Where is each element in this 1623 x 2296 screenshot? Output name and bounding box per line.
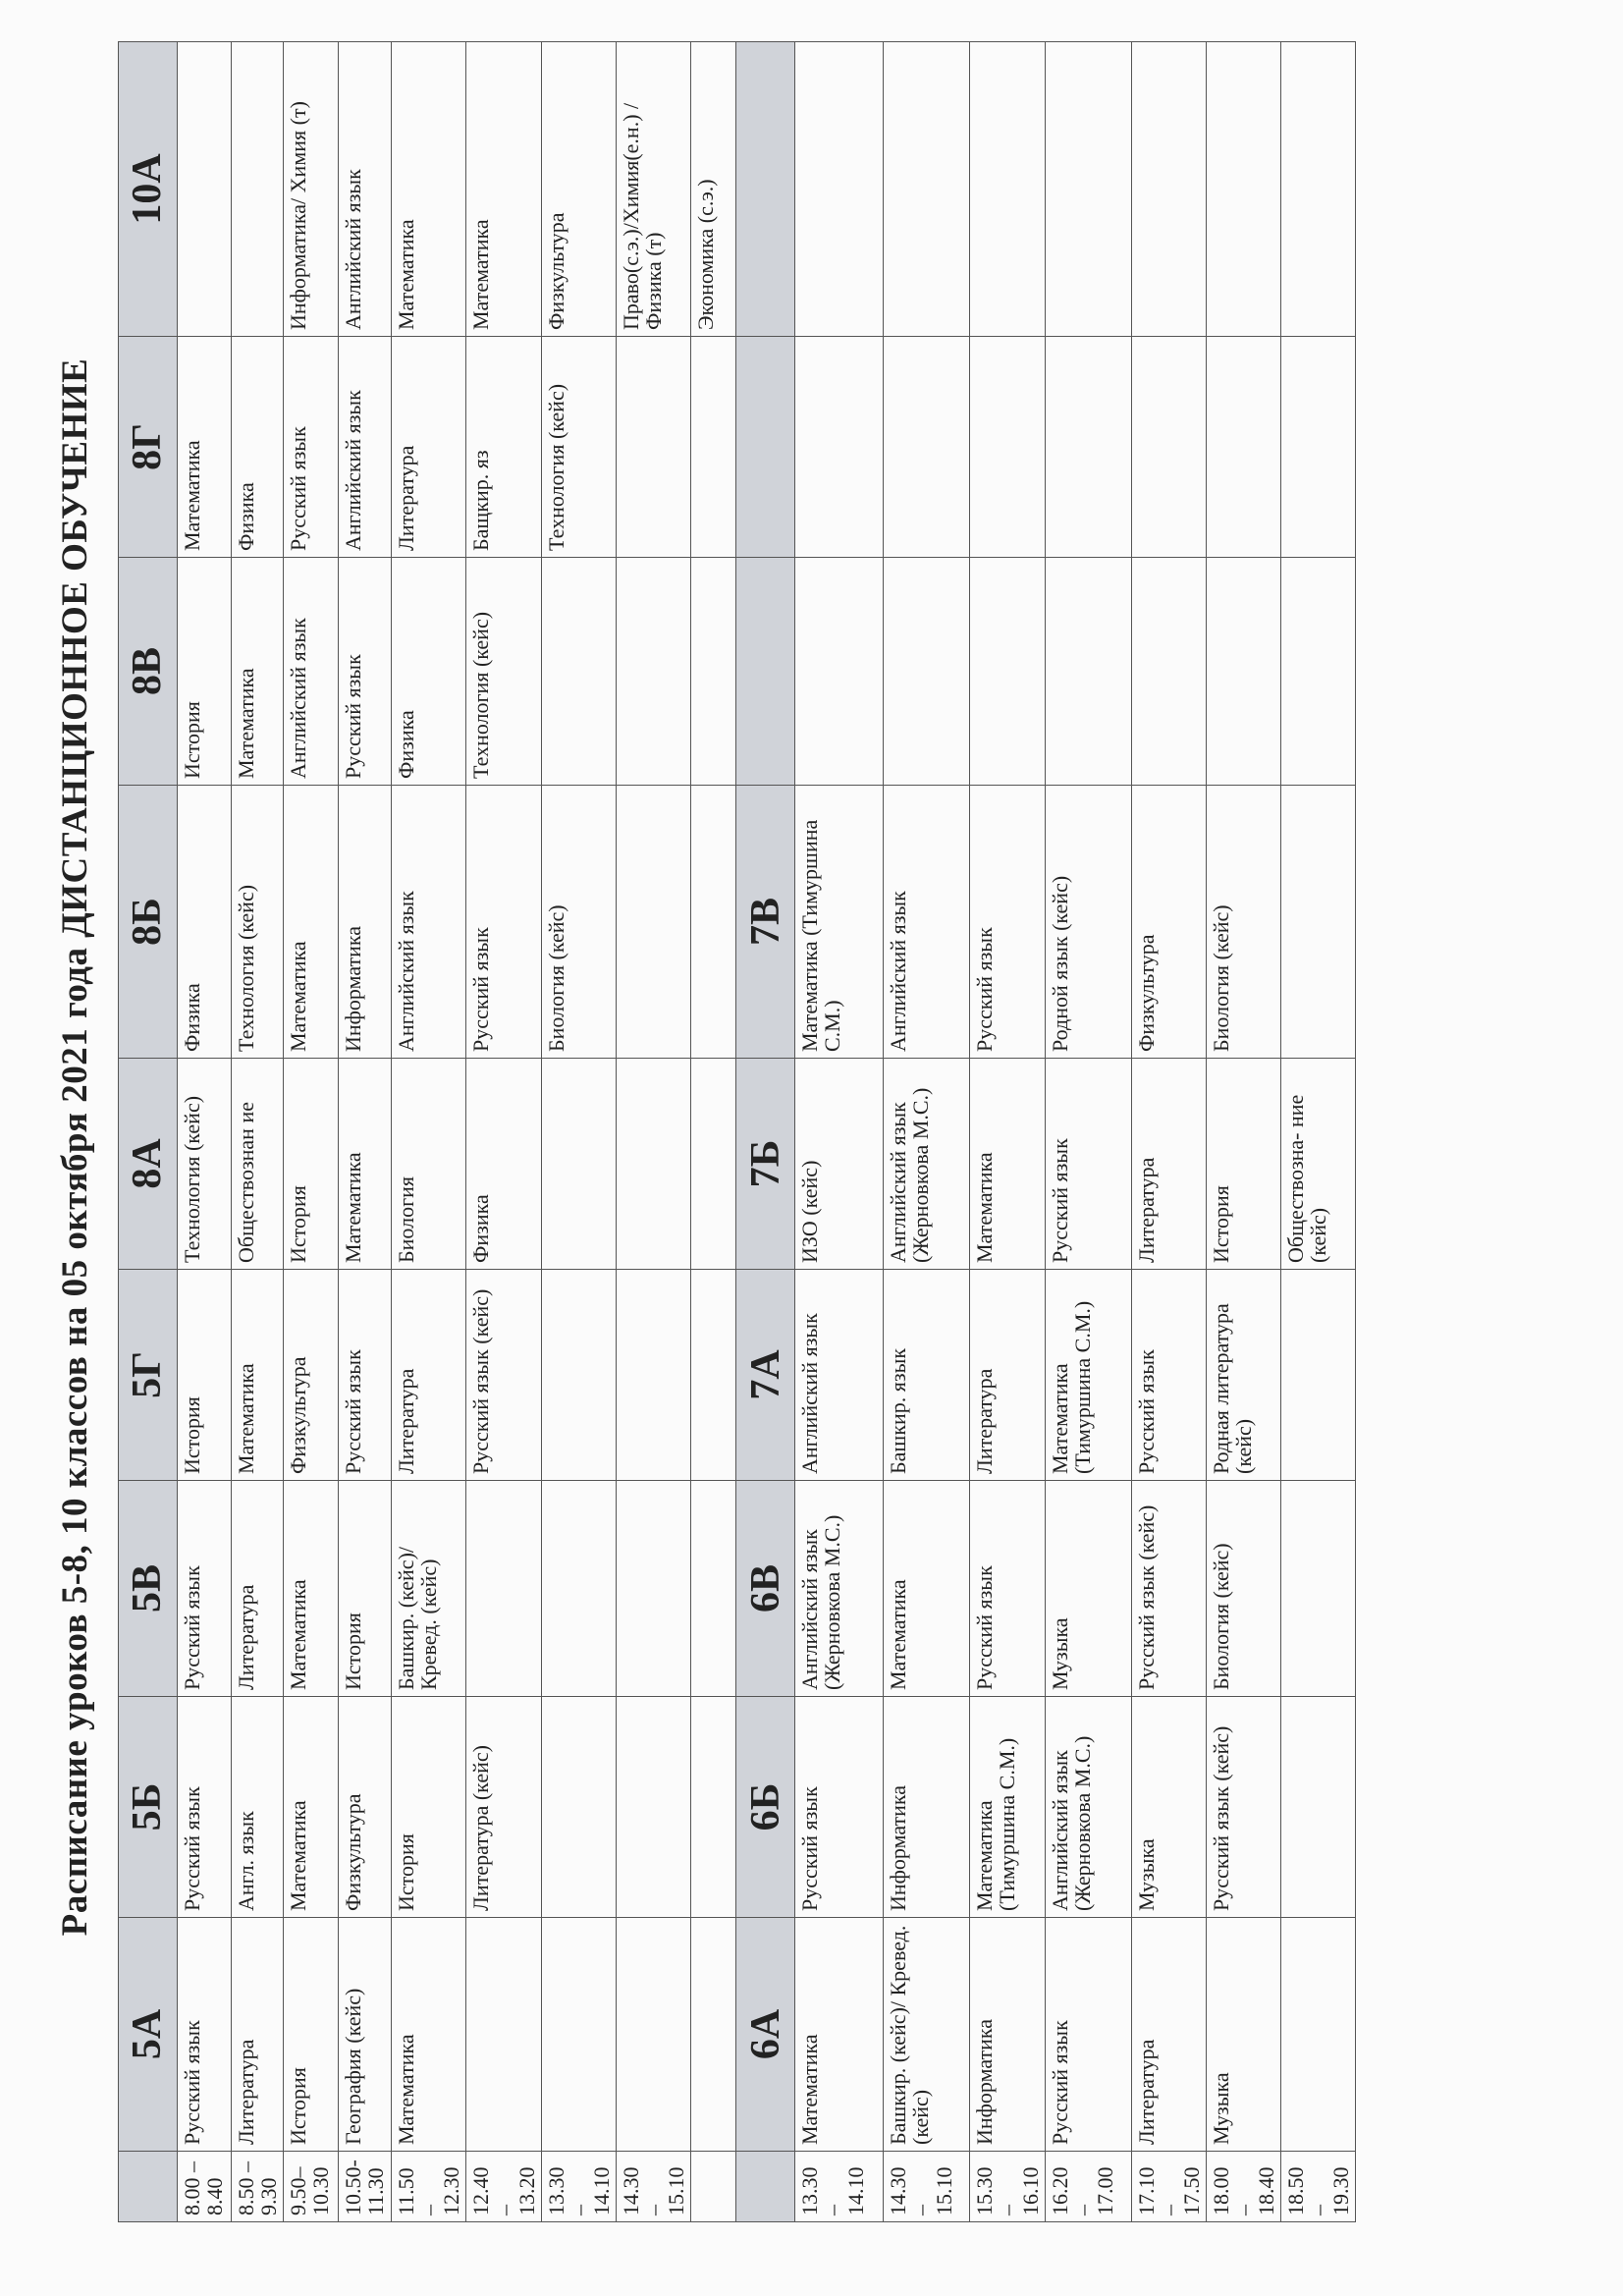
lesson-cell: [1045, 558, 1131, 786]
lesson-cell: [541, 1697, 616, 1918]
lesson-cell: Русский язык: [970, 1481, 1045, 1697]
lesson-cell: [541, 558, 616, 786]
lesson-cell: Технология (кейс): [541, 337, 616, 558]
class-header-cell: 7В: [736, 786, 795, 1059]
lesson-cell: [691, 558, 736, 786]
lesson-cell: Математика: [339, 1059, 392, 1270]
lesson-cell: Физика: [178, 786, 232, 1059]
lesson-cell: Литература (кейс): [466, 1697, 541, 1918]
schedule-body: [119, 42, 1356, 2222]
lesson-cell: Башкир. язык: [884, 1270, 970, 1481]
schedule-row: [691, 42, 736, 2222]
schedule-row: [466, 42, 541, 2222]
lesson-cell: [795, 42, 884, 337]
lesson-cell: [1131, 558, 1206, 786]
lesson-cell: Технология (кейс): [232, 786, 284, 1059]
lesson-cell: Биология (кейс): [1206, 786, 1280, 1059]
lesson-cell: Литература: [232, 1918, 284, 2152]
lesson-cell: [691, 1697, 736, 1918]
lesson-cell: Информатика/ Химия (т): [284, 42, 339, 337]
schedule-row: [178, 42, 232, 2222]
lesson-cell: [541, 1481, 616, 1697]
schedule-row: [339, 42, 392, 2222]
lesson-cell: Литература: [970, 1270, 1045, 1481]
lesson-cell: [691, 337, 736, 558]
lesson-cell: История: [392, 1697, 466, 1918]
lesson-cell: Музыка: [1131, 1697, 1206, 1918]
schedule-row: [541, 42, 616, 2222]
lesson-cell: [1045, 337, 1131, 558]
lesson-cell: Русский язык (кейс): [1206, 1697, 1280, 1918]
lesson-cell: [691, 1481, 736, 1697]
lesson-cell: Литература: [1131, 1059, 1206, 1270]
lesson-cell: Русский язык: [178, 1697, 232, 1918]
lesson-cell: Физкультура: [1131, 786, 1206, 1059]
lesson-cell: [617, 1059, 691, 1270]
lesson-cell: Математика (Тимуршина С.М.): [795, 786, 884, 1059]
header-time-cell: [119, 2152, 178, 2222]
class-header-cell: 5А: [119, 1918, 178, 2152]
class-header-cell: 10А: [119, 42, 178, 337]
schedule-row: [1206, 42, 1280, 2222]
lesson-cell: [541, 1918, 616, 2152]
time-cell: 8.50 – 9.30: [232, 2152, 284, 2222]
class-header-cell: 7Б: [736, 1059, 795, 1270]
lesson-cell: ИЗО (кейс): [795, 1059, 884, 1270]
class-header-cell: 5В: [119, 1481, 178, 1697]
lesson-cell: Русский язык: [970, 786, 1045, 1059]
time-cell: 12.40 – 13.20: [466, 2152, 541, 2222]
lesson-cell: Английский язык (Жерновкова М.С.): [795, 1481, 884, 1697]
page-title: Расписание уроков 5-8, 10 классов на 05 октября 2021 года ДИСТАНЦИОННОЕ ОБУЧЕНИЕ: [55, 357, 95, 1937]
lesson-cell: Математика (Тимуршина С.М.): [970, 1697, 1045, 1918]
lesson-cell: Математика: [284, 786, 339, 1059]
lesson-cell: Физкультура: [541, 42, 616, 337]
lesson-cell: Физика: [466, 1059, 541, 1270]
lesson-cell: [691, 786, 736, 1059]
time-cell: 14.30 – 15.10: [884, 2152, 970, 2222]
lesson-cell: [970, 558, 1045, 786]
time-cell: 15.30 – 16.10: [970, 2152, 1045, 2222]
lesson-cell: Английский язык: [392, 786, 466, 1059]
schedule-row: [1045, 42, 1131, 2222]
lesson-cell: [1045, 42, 1131, 337]
lesson-cell: [617, 786, 691, 1059]
lesson-cell: [1281, 786, 1356, 1059]
lesson-cell: Русский язык: [178, 1481, 232, 1697]
lesson-cell: Литература: [392, 337, 466, 558]
lesson-cell: Биология (кейс): [541, 786, 616, 1059]
class-header-cell: [736, 42, 795, 337]
lesson-cell: Русский язык: [339, 558, 392, 786]
schedule-row: [232, 42, 284, 2222]
lesson-cell: Технология (кейс): [466, 558, 541, 786]
lesson-cell: Русский язык: [339, 1270, 392, 1481]
lesson-cell: [178, 42, 232, 337]
class-header-cell: 6Б: [736, 1697, 795, 1918]
lesson-cell: Русский язык: [466, 786, 541, 1059]
header-row: [736, 42, 795, 2222]
lesson-cell: Английский язык (Жерновкова М.С.): [884, 1059, 970, 1270]
lesson-cell: [691, 1059, 736, 1270]
lesson-cell: [884, 42, 970, 337]
schedule-row: [1281, 42, 1356, 2222]
schedule-row: [970, 42, 1045, 2222]
lesson-cell: [617, 558, 691, 786]
time-cell: 8.00 – 8.40: [178, 2152, 232, 2222]
lesson-cell: [691, 1918, 736, 2152]
lesson-cell: Математика: [284, 1697, 339, 1918]
lesson-cell: Английский язык: [284, 558, 339, 786]
class-header-cell: 6А: [736, 1918, 795, 2152]
lesson-cell: Математика: [970, 1059, 1045, 1270]
lesson-cell: Родная литература (кейс): [1206, 1270, 1280, 1481]
lesson-cell: [617, 1918, 691, 2152]
lesson-cell: Английский язык: [339, 337, 392, 558]
time-cell: 9.50– 10.30: [284, 2152, 339, 2222]
header-time-cell: [736, 2152, 795, 2222]
class-header-cell: 5Г: [119, 1270, 178, 1481]
lesson-cell: [691, 1270, 736, 1481]
lesson-cell: Башкир. (кейс)/ Кревед. (кейс): [392, 1481, 466, 1697]
lesson-cell: Обществознан ие: [232, 1059, 284, 1270]
schedule-row: [392, 42, 466, 2222]
lesson-cell: Математика: [884, 1481, 970, 1697]
class-header-cell: 7А: [736, 1270, 795, 1481]
time-cell: 13.30 – 14.10: [795, 2152, 884, 2222]
time-cell: 17.10 – 17.50: [1131, 2152, 1206, 2222]
lesson-cell: История: [178, 1270, 232, 1481]
lesson-cell: Физика: [392, 558, 466, 786]
lesson-cell: Русский язык: [1045, 1059, 1131, 1270]
lesson-cell: Физика: [232, 337, 284, 558]
lesson-cell: [1206, 337, 1280, 558]
lesson-cell: История: [339, 1481, 392, 1697]
class-header-cell: 5Б: [119, 1697, 178, 1918]
lesson-cell: Башкир. (кейс)/ Кревед. (кейс): [884, 1918, 970, 2152]
schedule-row: [1131, 42, 1206, 2222]
lesson-cell: Английский язык: [884, 786, 970, 1059]
schedule-row: [884, 42, 970, 2222]
lesson-cell: Математика (Тимуршина С.М.): [1045, 1270, 1131, 1481]
lesson-cell: [1206, 42, 1280, 337]
lesson-cell: Обществозна- ние (кейс): [1281, 1059, 1356, 1270]
lesson-cell: Английский язык: [339, 42, 392, 337]
lesson-cell: История: [1206, 1059, 1280, 1270]
lesson-cell: [1281, 1918, 1356, 2152]
lesson-cell: Музыка: [1206, 1918, 1280, 2152]
lesson-cell: [617, 1270, 691, 1481]
lesson-cell: [232, 42, 284, 337]
lesson-cell: Англ. язык: [232, 1697, 284, 1918]
time-cell: 10.50- 11.30: [339, 2152, 392, 2222]
lesson-cell: [884, 558, 970, 786]
time-cell: 18.50 – 19.30: [1281, 2152, 1356, 2222]
lesson-cell: [466, 1918, 541, 2152]
class-header-cell: 8Б: [119, 786, 178, 1059]
schedule-row: [284, 42, 339, 2222]
schedule-row: [617, 42, 691, 2222]
time-cell: 14.30 – 15.10: [617, 2152, 691, 2222]
class-header-cell: 8В: [119, 558, 178, 786]
lesson-cell: [970, 42, 1045, 337]
lesson-cell: [466, 1481, 541, 1697]
lesson-cell: История: [284, 1059, 339, 1270]
lesson-cell: Бащкир. яз: [466, 337, 541, 558]
lesson-cell: Русский язык (кейс): [466, 1270, 541, 1481]
lesson-cell: Музыка: [1045, 1481, 1131, 1697]
lesson-cell: История: [284, 1918, 339, 2152]
lesson-cell: [1206, 558, 1280, 786]
lesson-cell: [1281, 1270, 1356, 1481]
lesson-cell: Информатика: [884, 1697, 970, 1918]
lesson-cell: [1131, 337, 1206, 558]
lesson-cell: Право(с.э.)/Химия(е.н.) /Физика (т): [617, 42, 691, 337]
lesson-cell: Литература: [392, 1270, 466, 1481]
lesson-cell: Информатика: [970, 1918, 1045, 2152]
time-cell: 13.30 – 14.10: [541, 2152, 616, 2222]
lesson-cell: Родной язык (кейс): [1045, 786, 1131, 1059]
class-header-cell: 8А: [119, 1059, 178, 1270]
lesson-cell: Математика: [795, 1918, 884, 2152]
lesson-cell: [1281, 337, 1356, 558]
lesson-cell: [795, 558, 884, 786]
lesson-cell: География (кейс): [339, 1918, 392, 2152]
lesson-cell: [541, 1059, 616, 1270]
lesson-cell: История: [178, 558, 232, 786]
schedule-row: [795, 42, 884, 2222]
time-cell: 16.20 – 17.00: [1045, 2152, 1131, 2222]
lesson-cell: Русский язык: [284, 337, 339, 558]
class-header-cell: [736, 337, 795, 558]
lesson-cell: [1281, 42, 1356, 337]
lesson-cell: Математика: [232, 1270, 284, 1481]
lesson-cell: [970, 337, 1045, 558]
lesson-cell: Математика: [178, 337, 232, 558]
lesson-cell: [1281, 1481, 1356, 1697]
lesson-cell: [617, 1697, 691, 1918]
lesson-cell: Литература: [232, 1481, 284, 1697]
schedule-table: [118, 41, 1356, 2222]
time-cell: [691, 2152, 736, 2222]
header-row: [119, 42, 178, 2222]
lesson-cell: Математика: [284, 1481, 339, 1697]
lesson-cell: Математика: [466, 42, 541, 337]
lesson-cell: Экономика (с.э.): [691, 42, 736, 337]
lesson-cell: Математика: [392, 42, 466, 337]
lesson-cell: [1281, 558, 1356, 786]
lesson-cell: Математика: [232, 558, 284, 786]
lesson-cell: Технология (кейс): [178, 1059, 232, 1270]
lesson-cell: Английский язык: [795, 1270, 884, 1481]
lesson-cell: [1131, 42, 1206, 337]
class-header-cell: 6В: [736, 1481, 795, 1697]
lesson-cell: Математика: [392, 1918, 466, 2152]
time-cell: 11.50 – 12.30: [392, 2152, 466, 2222]
lesson-cell: Биология: [392, 1059, 466, 1270]
lesson-cell: [1281, 1697, 1356, 1918]
lesson-cell: Физкультура: [284, 1270, 339, 1481]
class-header-cell: 8Г: [119, 337, 178, 558]
lesson-cell: Русский язык (кейс): [1131, 1481, 1206, 1697]
lesson-cell: [617, 337, 691, 558]
lesson-cell: [617, 1481, 691, 1697]
lesson-cell: Информатика: [339, 786, 392, 1059]
lesson-cell: Английский язык (Жерновкова М.С.): [1045, 1697, 1131, 1918]
lesson-cell: Русский язык: [1045, 1918, 1131, 2152]
class-header-cell: [736, 558, 795, 786]
lesson-cell: Биология (кейс): [1206, 1481, 1280, 1697]
lesson-cell: [884, 337, 970, 558]
lesson-cell: Физкультура: [339, 1697, 392, 1918]
lesson-cell: Русский язык: [178, 1918, 232, 2152]
lesson-cell: Русский язык: [795, 1697, 884, 1918]
lesson-cell: [795, 337, 884, 558]
lesson-cell: [541, 1270, 616, 1481]
lesson-cell: Русский язык: [1131, 1270, 1206, 1481]
time-cell: 18.00 – 18.40: [1206, 2152, 1280, 2222]
lesson-cell: Литература: [1131, 1918, 1206, 2152]
